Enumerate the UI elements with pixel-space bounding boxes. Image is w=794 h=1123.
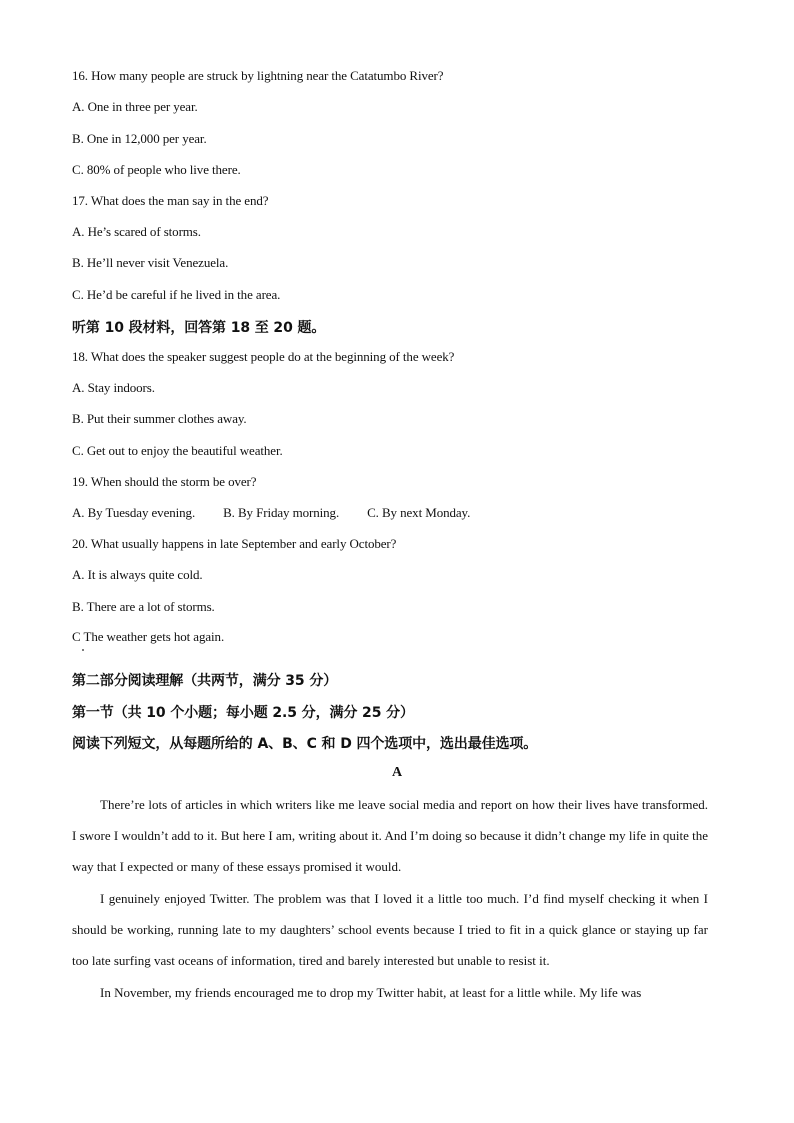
option-18c: C. Get out to enjoy the beautiful weather. [72, 443, 283, 458]
option-18b: B. Put their summer clothes away. [72, 411, 247, 426]
section1-heading: 第一节（共 10 个小题；每小题 2.5 分，满分 25 分） [72, 705, 414, 721]
passage-paragraph-3: In November, my friends encouraged me to drop my Twitter habit, at least for a little while. My life was [100, 985, 642, 1000]
option-16b: B. One in 12,000 per year. [72, 131, 207, 146]
question-17: 17. What does the man say in the end? [72, 193, 269, 208]
section-10-heading: 听第 10 段材料，回答第 18 至 20 题。 [72, 320, 326, 336]
passage-paragraph-1: There’re lots of articles in which writers like me leave social media and report on how their lives have transformed. I swore I wouldn’t add to it. But here I am, writing about it. And I’m doing so because it didn’t change my life in quite the way that I expected or many of these essays promised it would. [72, 797, 708, 875]
option-19a: A. By Tuesday evening. [72, 505, 196, 520]
part2-heading: 第二部分阅读理解（共两节，满分 35 分） [72, 673, 338, 689]
question-16: 16. How many people are struck by lightning near the Catatumbo River? [72, 68, 444, 83]
question-19: 19. When should the storm be over? [72, 474, 257, 489]
question-18: 18. What does the speaker suggest people do at the beginning of the week? [72, 349, 455, 364]
option-19c: C. By next Monday. [367, 505, 471, 520]
question-20: 20. What usually happens in late September and early October? [72, 536, 397, 551]
option-16c: C. 80% of people who live there. [72, 162, 241, 177]
option-20c: C The weather gets hot again. [72, 629, 225, 644]
instruction: 阅读下列短文，从每题所给的 A、B、C 和 D 四个选项中，选出最佳选项。 [72, 736, 538, 752]
option-20a: A. It is always quite cold. [72, 567, 203, 582]
stray-dot [82, 649, 84, 651]
options-19 [72, 505, 470, 521]
option-17a: A. He’s scared of storms. [72, 224, 201, 239]
option-17c: C. He’d be careful if he lived in the area. [72, 287, 281, 302]
passage-label: A [391, 765, 402, 780]
passage-paragraph-2: I genuinely enjoyed Twitter. The problem was that I loved it a little too much. I’d find myself checking it when I should be working, running late to my daughters’ school events because I tried to fit in a quick glance or staying up far too late surfing vast oceans of information, tired and barely interested but unable to resist it. [72, 891, 708, 969]
option-18a: A. Stay indoors. [72, 380, 155, 395]
option-19b: B. By Friday morning. [223, 505, 340, 520]
option-16a: A. One in three per year. [72, 99, 198, 114]
option-17b: B. He’ll never visit Venezuela. [72, 255, 229, 270]
option-20b: B. There are a lot of storms. [72, 599, 215, 614]
